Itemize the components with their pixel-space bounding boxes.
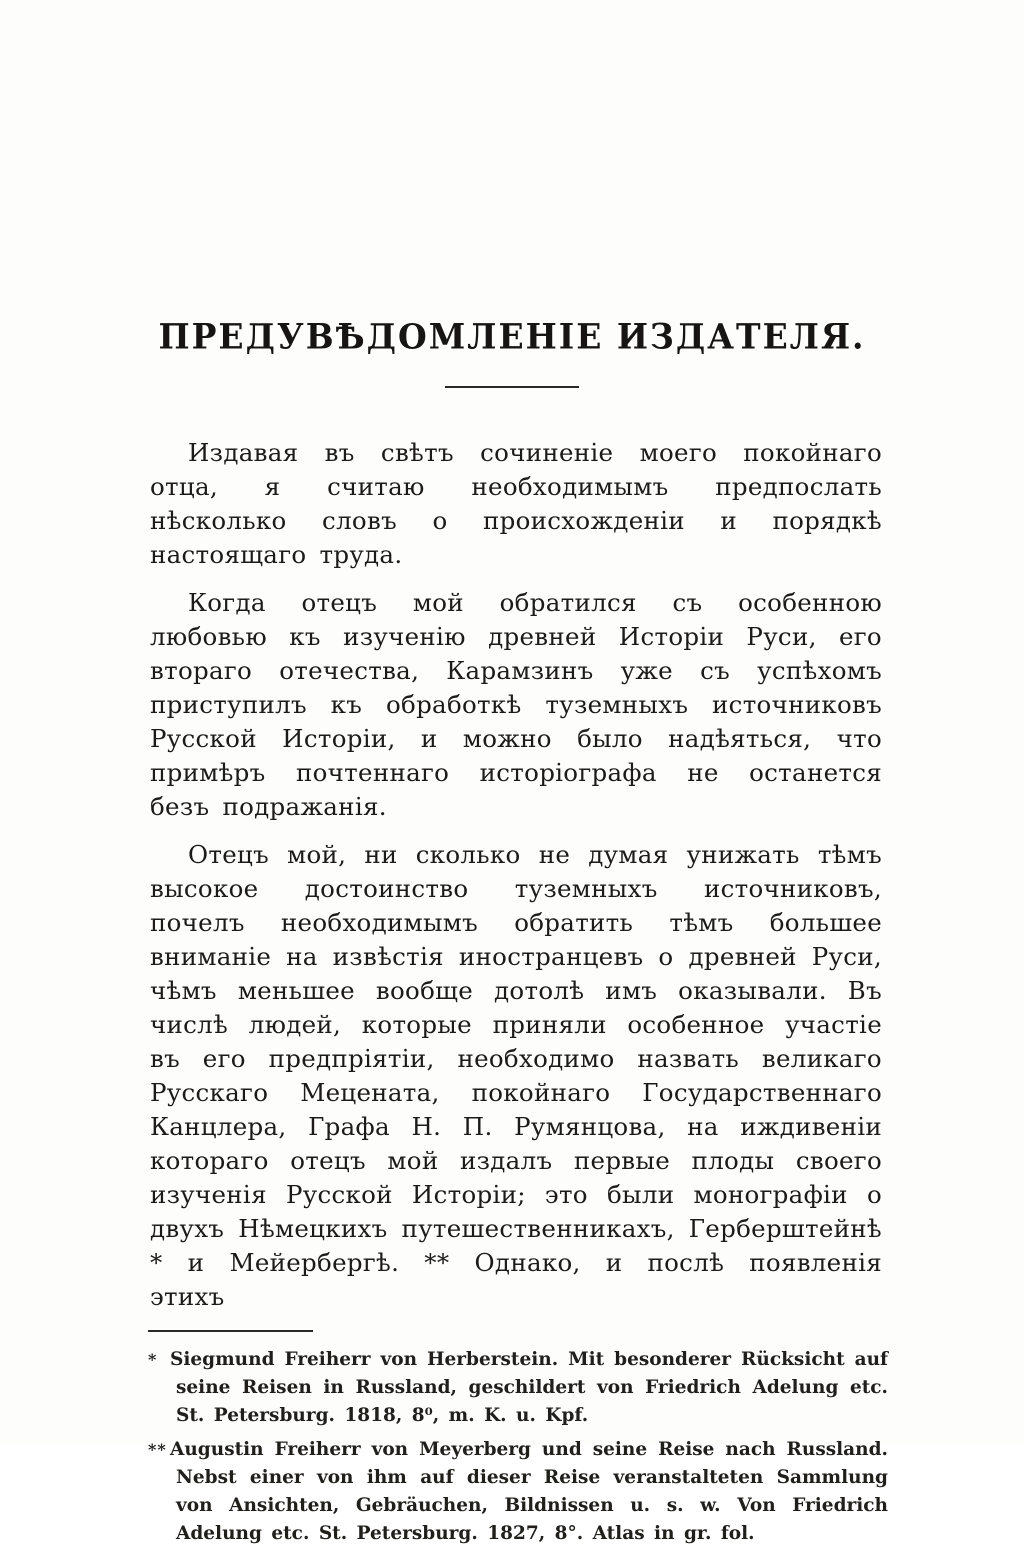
paragraph-3: Отецъ мой, ни сколько не думая унижать тѣмъ высокое достоинство туземныхъ источниковъ, почелъ необходимымъ обратить тѣмъ большее вниманіе на извѣстія иностранцевъ о древней Руси, чѣмъ меньшее вообще дотолѣ имъ оказывали. Въ числѣ людей, которые приняли особенное участіе въ его предпріятіи, необходимо назвать великаго Русскаго Мецената, покойнаго Государственнаго Канцлера, Графа Н. П. Румянцова, на иждивеніи котораго отецъ мой издалъ первые плоды своего изученія Русской Исторіи; это были монографіи о двухъ Нѣмецкихъ путешественникахъ, Герберштейнѣ * и Мейербергѣ. ** Однако, и послѣ появленія этихъ	[150, 840, 882, 1311]
paragraph-2: Когда отецъ мой обратился съ особенною любовью къ изученію древней Исторіи Руси, его втораго отечества, Карамзинъ уже съ успѣхомъ приступилъ къ обработкѣ туземныхъ источниковъ Русской Исторіи, и можно было надѣяться, что примѣръ почтеннаго исторіографа не останется безъ подражанія.	[150, 588, 882, 821]
title-divider-rule	[445, 386, 579, 388]
footnote-2-marker: **	[148, 1440, 167, 1459]
footnote-2-text: Augustin Freiherr von Meyerberg und seine Reise nach Russland. Nebst einer von ihm auf dieser Reise veranstalteten Sammlung von Ansichten, Gebräuchen, Bildnissen u. s. w. Von Friedrich Adelung etc. St. Petersburg. 1827, 8°. Atlas in gr. fol.	[170, 1439, 888, 1544]
footnote-1	[148, 1346, 888, 1430]
paragraph-1: Издавая въ свѣтъ сочиненіе моего покойнаго отца, я считаю необходимымъ предпослать нѣсколько словъ о происхожденіи и порядкѣ настоящаго труда.	[150, 438, 882, 569]
footnote-1-text: Siegmund Freiherr von Herberstein. Mit besonderer Rücksicht auf seine Reisen in Russland, geschildert von Friedrich Adelung etc. St. Petersburg. 1818, 8⁰, m. K. u. Kpf.	[170, 1349, 888, 1426]
footnotes-block	[148, 1346, 888, 1548]
footnote-1-marker: *	[148, 1350, 158, 1369]
body-text-block	[150, 436, 882, 1314]
page-title: ПРЕДУВѢДОМЛЕНІЕ ИЗДАТЕЛЯ.	[158, 316, 866, 357]
footnote-2	[148, 1436, 888, 1548]
footnote-divider-rule	[148, 1330, 313, 1332]
